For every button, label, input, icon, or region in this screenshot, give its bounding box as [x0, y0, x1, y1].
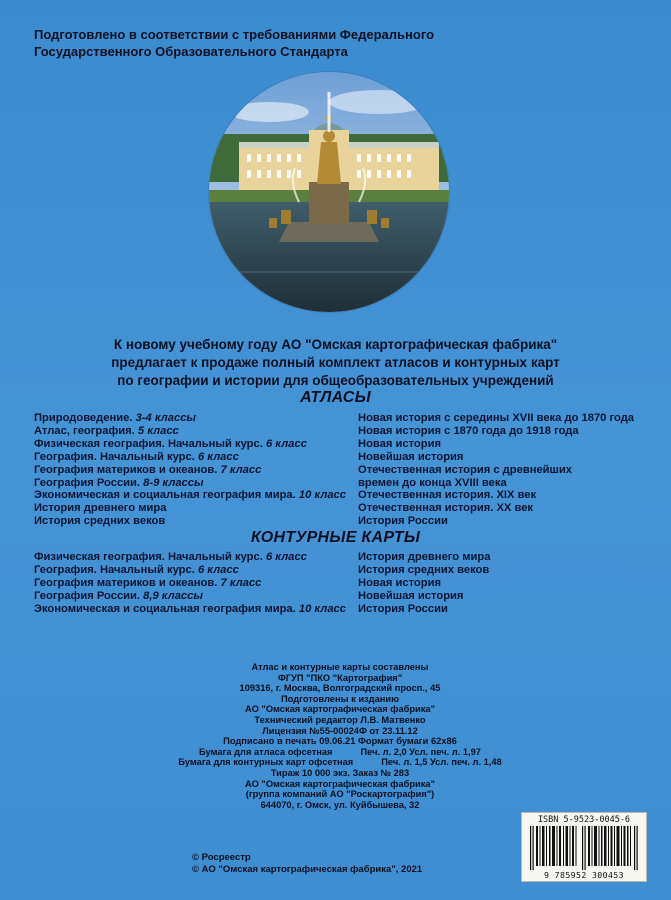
list-item: Новая история — [358, 576, 442, 589]
standard-notice — [34, 26, 594, 60]
list-item: География России. 8,9 классы — [34, 589, 203, 602]
ean-number: 9 785952 300453 — [544, 870, 624, 880]
list-item: Физическая география. Начальный курс. 6 класс — [34, 551, 307, 563]
list-item: Новейшая история — [358, 450, 464, 463]
list-item: География материков и океанов. 7 класс — [34, 576, 262, 589]
list-item: География материков и океанов. 7 класс — [34, 463, 262, 476]
list-item: Новая история с 1870 года до 1918 года — [358, 424, 579, 437]
copyright-line-1: © Росреестр — [192, 852, 251, 863]
contour-maps-heading: КОНТУРНЫЕ КАРТЫ — [250, 529, 421, 546]
imprint-line: Тираж 10 000 экз. Заказ № 283 — [270, 767, 410, 778]
list-item: Новейшая история — [358, 589, 464, 602]
atlases-history-list — [358, 412, 634, 528]
list-item: История древнего мира — [34, 502, 167, 515]
standard-notice-line-2: Государственного Образовательного Стандарта — [34, 44, 348, 59]
list-item: География. Начальный курс. 6 класс — [34, 450, 239, 463]
intro-text — [0, 336, 671, 390]
barcode-bars — [528, 826, 640, 870]
imprint-line: Атлас и контурные карты составлены — [251, 662, 429, 672]
intro-line-3: по географии и истории для общеобразовательных учреждений — [117, 373, 554, 388]
list-item: Отечественная история. XIX век — [358, 489, 537, 502]
atlases-geography-list — [34, 412, 346, 528]
contour-maps-geography-list — [34, 551, 346, 616]
list-item: Отечественная история с древнейших — [358, 463, 572, 476]
imprint-line: ФГУП "ПКО "Картография" — [277, 672, 403, 683]
list-item: Экономическая и социальная география мира. 10 класс — [34, 602, 347, 615]
list-item: История древнего мира — [358, 551, 491, 563]
imprint-line: 109316, г. Москва, Волгоградский просп., 45 — [239, 683, 441, 694]
intro-line-1: К новому учебному году АО "Омская картографическая фабрика" — [113, 337, 558, 352]
imprint-line: Лицензия №55-00024Ф от 23.11.12 — [262, 725, 418, 736]
list-item: Отечественная история. XX век — [358, 502, 534, 515]
imprint-line: Бумага для контурных карт офсетная Печ. л. 1,5 Усл. печ. л. 1,48 — [178, 757, 502, 768]
list-item: История средних веков — [358, 563, 490, 576]
list-item: История России — [358, 602, 448, 615]
imprint-line: АО "Омская картографическая фабрика" — [245, 704, 435, 715]
imprint-line: Бумага для атласа офсетная Печ. л. 2,0 Усл. печ. л. 1,97 — [199, 746, 481, 757]
list-item: Новая история — [358, 437, 442, 450]
list-item: Экономическая и социальная география мира. 10 класс — [34, 489, 347, 502]
list-item: Природоведение. 3-4 классы — [34, 412, 196, 424]
list-item: География. Начальный курс. 6 класс — [34, 563, 239, 576]
imprint-line: Подготовлены к изданию — [280, 693, 400, 704]
imprint-line: 644070, г. Омск, ул. Куйбышева, 32 — [260, 799, 420, 810]
list-item: Атлас, география. 5 класс — [34, 424, 179, 437]
imprint-line: (группа компаний АО "Роскартография") — [245, 789, 435, 800]
imprint-line: Подписано в печать 09.06.21 Формат бумаги 62х86 — [223, 736, 457, 747]
list-item: времен до конца XVIII века — [358, 476, 507, 489]
atlases-heading: АТЛАСЫ — [300, 389, 371, 406]
standard-notice-line-1: Подготовлено в соответствии с требованиями Федерального — [34, 27, 435, 42]
copyright-line-2: © АО "Омская картографическая фабрика", 2021 — [192, 864, 423, 875]
imprint-line: Технический редактор Л.В. Матвенко — [254, 714, 426, 725]
list-item: История России — [358, 515, 448, 528]
isbn-barcode — [521, 812, 647, 882]
list-item: История средних веков — [34, 515, 166, 528]
list-item: Новая история с середины XVII века до 1870 года — [358, 412, 635, 424]
imprint-line: АО "Омская картографическая фабрика" — [245, 778, 435, 789]
peterhof-fountain-photo — [209, 72, 449, 312]
list-item: География России. 8-9 классы — [34, 476, 204, 489]
imprint-block — [120, 662, 560, 810]
copyright-block — [192, 852, 422, 876]
isbn-number: ISBN 5-9523-0045-6 — [537, 815, 631, 825]
list-item: Физическая география. Начальный курс. 6 класс — [34, 437, 307, 450]
fountain-photo-illustration — [209, 72, 449, 312]
contour-maps-history-list — [358, 551, 490, 616]
intro-line-2: предлагает к продаже полный комплект атласов и контурных карт — [111, 355, 560, 370]
